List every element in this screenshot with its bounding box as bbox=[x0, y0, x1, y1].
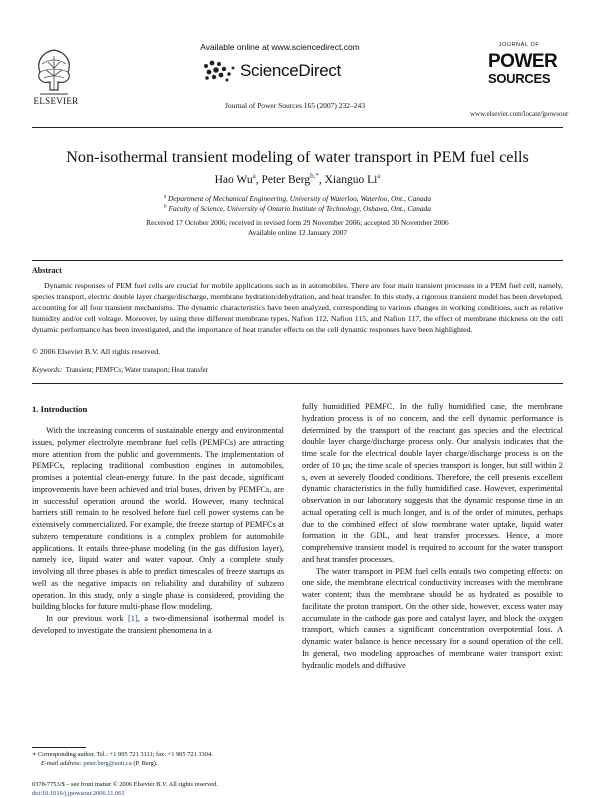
journal-of-power-sources-logo bbox=[488, 42, 558, 102]
paragraph: With the increasing concerns of sustainable energy and environmental issues, polymer electrolyte membrane fuel cells (PEMFCs) are attracting more attention from the public and governments. The implementation of PEMFCs, replacing traditional combustion engines in automobiles, promises a potential clean-energy future. In the past decade, significant improvements have been achieved and trial buses, driven by PEMFCs, are in successful operation around the world. However, many technical barriers still remain to be resolved before fuel cell power systems can be extensively commercialized. For example, the freeze startup of PEMFCs at subzero temperature conditions is a complex problem for automobile applications. It entails three-phase modeling (in the gas diffusion layer), namely ice, liquid water and water vapour. Only a complete study involving all three phases is able to predict timescales of freeze startups as well as the negative impacts on reliability and durability of subzero operation. In this study, only a single phase is considered, providing the building blocks for future multi-phase flow modeling. bbox=[32, 426, 284, 612]
author-name: Peter Berg bbox=[261, 173, 311, 186]
journal-citation: Journal of Power Sources 165 (2007) 232–243 bbox=[225, 101, 365, 110]
journal-url: www.elsevier.com/locate/jpowsour bbox=[470, 110, 569, 118]
abstract-copyright: © 2006 Elsevier B.V. All rights reserved. bbox=[32, 347, 161, 356]
available-online-line: Available online at www.sciencedirect.com bbox=[200, 42, 360, 52]
article-title: Non-isothermal transient modeling of water transport in PEM fuel cells bbox=[66, 148, 529, 166]
right-column bbox=[302, 401, 563, 671]
abstract-body: Dynamic responses of PEM fuel cells are crucial for mobile applications such as in automobiles. There are four main transient processes in a PEM fuel cell, namely, species transport, electric double layer charge/discharge, membrane hydration/dehydration, and heat transfer. In this study, a rigorous transient model has been developed, accounting for all four transient mechanisms. The dynamic characteristics have been analyzed, corresponding to various changes in working conditions, such as relative humidity and/or cell voltage. Moreover, by using three different membrane types, Nafion 112, Nafion 115, and Nafion 117, the effect of membrane thickness on the cell dynamic performance has been investigated, and the importance of heat transfer effects on the cell dynamic responses have been highlighted. bbox=[32, 281, 563, 334]
paragraph-text: , a two-dimensional isothermal model is developed to investigate the transient phenomena in a bbox=[32, 614, 284, 635]
reference-link[interactable]: [1] bbox=[128, 614, 138, 623]
email-link[interactable]: peter.berg@uoit.ca bbox=[83, 760, 132, 767]
sciencedirect-wordmark: ScienceDirect bbox=[240, 61, 341, 80]
email-label: E-mail address: bbox=[41, 760, 82, 767]
abstract-top-rule bbox=[32, 260, 563, 261]
footnote-rule bbox=[32, 747, 86, 748]
header-rule bbox=[32, 127, 563, 128]
elsevier-tree-logo bbox=[32, 44, 76, 98]
affiliation-text: Department of Mechanical Engineering, University of Waterloo, Waterloo, Ont., Canada bbox=[168, 194, 432, 203]
doi-link[interactable]: doi:10.1016/j.jpowsour.2006.11.061 bbox=[32, 790, 125, 797]
abstract-bottom-rule bbox=[32, 383, 563, 384]
affiliation-marker: a bbox=[163, 194, 167, 200]
keywords bbox=[32, 366, 563, 374]
corresponding-author-note: ∗ Corresponding author. Tel.: +1 905 721 3111; fax: +1 905 721 3304. bbox=[32, 751, 213, 758]
author-name: Hao Wu bbox=[214, 173, 253, 186]
author-affiliation-marker[interactable]: b,* bbox=[310, 172, 319, 180]
author-affiliation-marker[interactable]: a bbox=[252, 172, 256, 180]
email-suffix: (P. Berg). bbox=[131, 760, 158, 767]
sciencedirect-dots-icon bbox=[202, 60, 238, 82]
section-heading-introduction: 1. Introduction bbox=[32, 404, 88, 414]
affiliation-a bbox=[60, 194, 535, 203]
author-name: Xianguo Li bbox=[324, 173, 378, 186]
keywords-label: Keywords: bbox=[32, 366, 63, 374]
affiliation-b bbox=[60, 204, 535, 213]
paragraph: The water transport in PEM fuel cells entails two competing effects: on one side, the membrane electrical conductivity increases with the membrane water content; thus the membrane should be as hydrated as possible to facilitate the proton transport. On the other side, however, excess water may accumulate in the cathode gas pore and catalyst layer, and block the oxygen transport, which causes a significant concentration overpotential loss. A dynamic water balance is hence necessary for a sound operation of the cell. In general, two modeling approaches of membrane water transport exist: hydraulic models and diffusive bbox=[302, 566, 563, 670]
affiliation-marker: b bbox=[164, 204, 167, 210]
elsevier-label: ELSEVIER bbox=[33, 96, 79, 106]
paragraph-text: In our previous work bbox=[46, 614, 128, 623]
keywords-list: Transient; PEMFCs; Water transport; Heat transfer bbox=[65, 366, 208, 374]
paragraph bbox=[32, 613, 284, 637]
email-line bbox=[32, 759, 284, 768]
jps-logo-top: JOURNAL OF bbox=[498, 42, 540, 48]
author-affiliation-marker[interactable]: a bbox=[377, 172, 381, 180]
available-online-date: Available online 12 January 2007 bbox=[247, 228, 348, 237]
sciencedirect-logo bbox=[202, 58, 370, 84]
received-dates: Received 17 October 2006; received in revised form 29 November 2006; accepted 30 November 2006 bbox=[146, 218, 449, 227]
jps-logo-sources: SOURCES bbox=[488, 71, 551, 86]
footnote bbox=[32, 750, 284, 768]
front-matter-info bbox=[32, 780, 332, 798]
left-column bbox=[32, 425, 284, 637]
abstract-heading: Abstract bbox=[32, 266, 62, 275]
affiliation-text: Faculty of Science, University of Ontario Institute of Technology, Oshawa, Ont., Canada bbox=[168, 204, 431, 213]
author-list: Hao Wu$^a$, Peter Berg$^{b,*}$, Xianguo Li$^a$ bbox=[214, 172, 381, 186]
paragraph: fully humidified PEMFC. In the fully humidified case, the membrane hydration process is of no concern, and the cell dynamic performance is determined by the transport of the reactant gas species and the electrical double layer charge/discharge process only. Our analysis indicates that the time scale for the electrical double layer charge/discharge process is on the order of 10 µs; the time scale of species transport is longer, but still within 2 s, even at severely flooded conditions. Therefore, the cell presents excellent dynamic characteristics in the fully humidified case. However, experimental observation in our laboratory suggests that the dynamic response time in an actual operating cell is much longer, and is of the order of minutes, perhaps due to the combined effect of slow membrane water uptake, liquid water formation in the GDL, and heat transfer processes. Hence, a more comprehensive transient model is required to account for the water transport and heat transfer processes. bbox=[302, 402, 563, 564]
issn-line: 0378-7753/$ – see front matter © 2006 Elsevier B.V. All rights reserved. bbox=[32, 781, 218, 788]
jps-logo-power: POWER bbox=[488, 51, 558, 72]
